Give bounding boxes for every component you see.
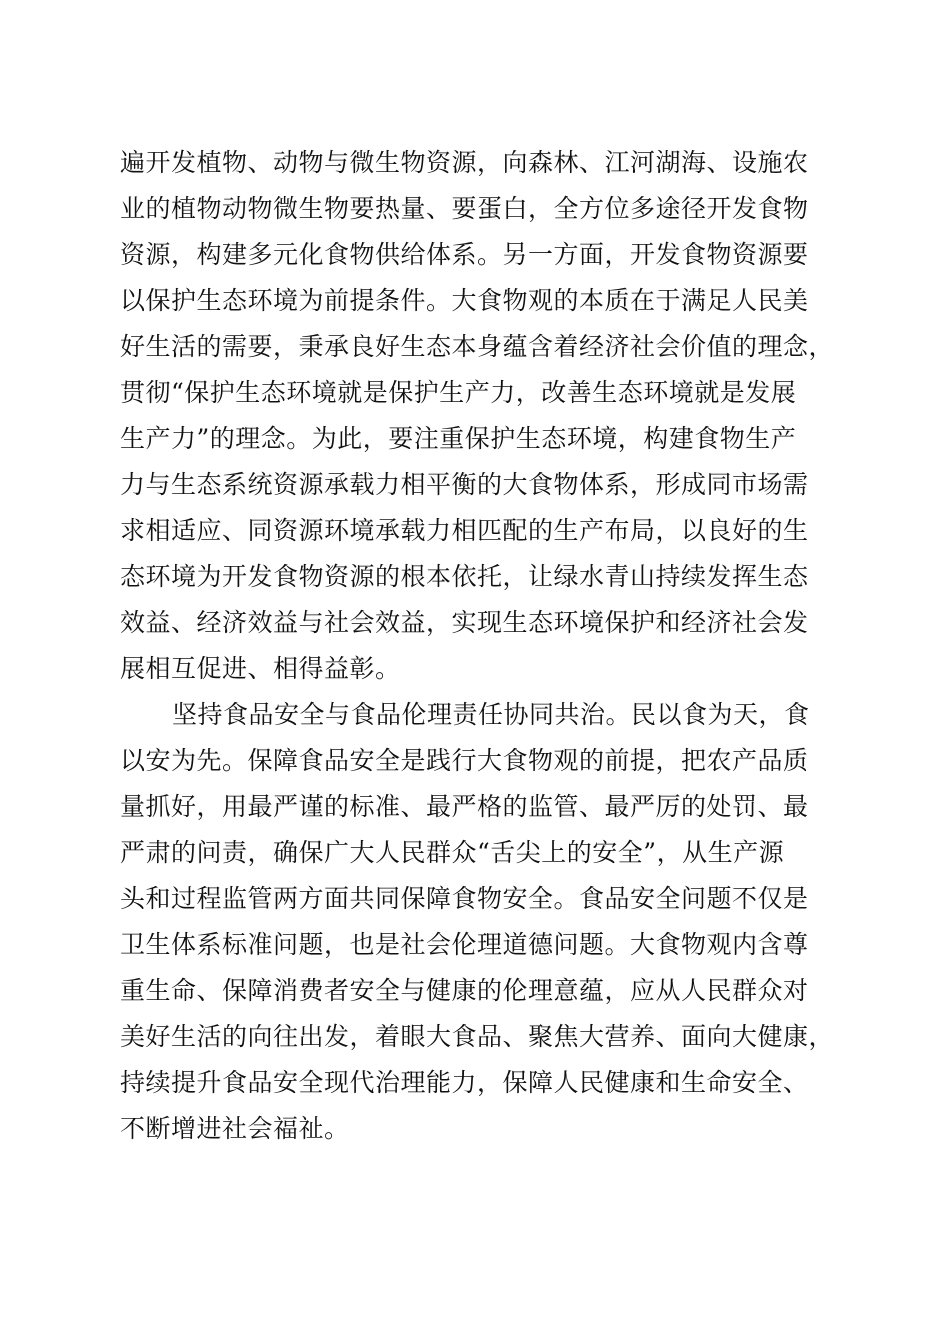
text-line: 以保护生态环境为前提条件。大食物观的本质在于满足人民美 [120, 286, 809, 315]
text-line: 资源，构建多元化食物供给体系。另一方面，开发食物资源要 [120, 240, 809, 269]
text-line: 严肃的问责，确保广大人民群众“舌尖上的安全”，从生产源 [120, 838, 785, 867]
paragraph-1 [120, 140, 835, 692]
paragraph-2 [120, 692, 835, 1152]
text-line: 展相互促进、相得益彰。 [120, 654, 401, 683]
text-line: 遍开发植物、动物与微生物资源，向森林、江河湖海、设施农 [120, 148, 809, 177]
text-line: 效益、经济效益与社会效益，实现生态环境保护和经济社会发 [120, 608, 809, 637]
text-line: 量抓好，用最严谨的标准、最严格的监管、最严厉的处罚、最 [120, 792, 809, 821]
text-line: 头和过程监管两方面共同保障食物安全。食品安全问题不仅是 [120, 884, 809, 913]
text-line: 不断增进社会福祉。 [120, 1114, 350, 1143]
text-line: 求相适应、同资源环境承载力相匹配的生产布局，以良好的生 [120, 516, 809, 545]
text-line: 美好生活的向往出发，着眼大食品、聚焦大营养、面向大健康， [120, 1022, 835, 1051]
body-text [120, 140, 835, 1152]
text-line: 以安为先。保障食品安全是践行大食物观的前提，把农产品质 [120, 746, 809, 775]
text-line: 贯彻“保护生态环境就是保护生产力，改善生态环境就是发展 [120, 378, 797, 407]
text-line: 业的植物动物微生物要热量、要蛋白，全方位多途径开发食物 [120, 194, 809, 223]
text-line: 坚持食品安全与食品伦理责任协同共治。民以食为天，食 [172, 700, 810, 729]
text-line: 力与生态系统资源承载力相平衡的大食物体系，形成同市场需 [120, 470, 809, 499]
text-line: 重生命、保障消费者安全与健康的伦理意蕴，应从人民群众对 [120, 976, 809, 1005]
text-line: 生产力”的理念。为此，要注重保护生态环境，构建食物生产 [120, 424, 797, 453]
text-line: 好生活的需要，秉承良好生态本身蕴含着经济社会价值的理念， [120, 332, 835, 361]
text-line: 持续提升食品安全现代治理能力，保障人民健康和生命安全、 [120, 1068, 809, 1097]
text-line: 卫生体系标准问题，也是社会伦理道德问题。大食物观内含尊 [120, 930, 809, 959]
text-line: 态环境为开发食物资源的根本依托，让绿水青山持续发挥生态 [120, 562, 809, 591]
